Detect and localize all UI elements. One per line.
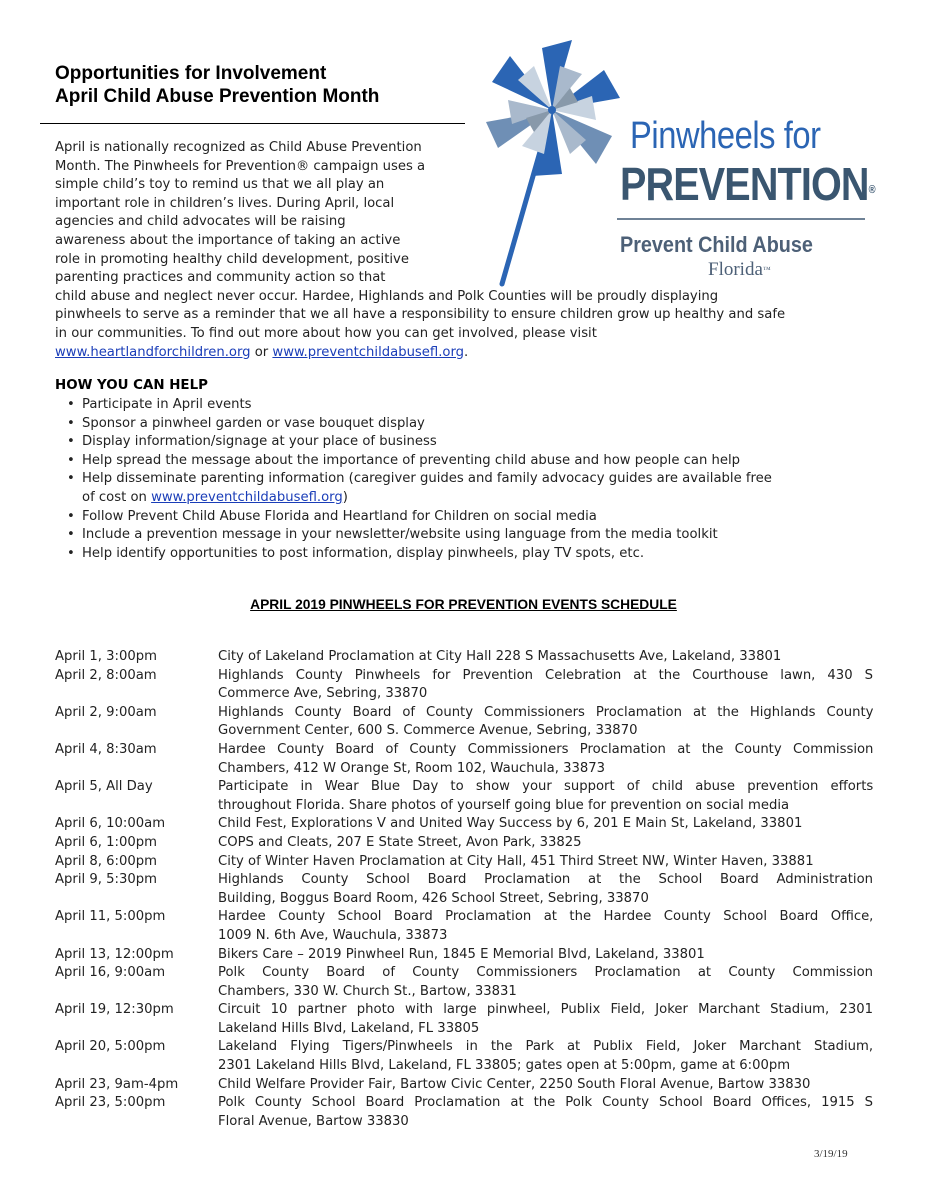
bullet: •	[67, 397, 75, 412]
footer-date: 3/19/19	[814, 1148, 848, 1160]
heartland-link[interactable]: www.heartlandforchildren.org	[55, 344, 251, 360]
list-item	[65, 526, 875, 545]
table-row	[55, 908, 873, 945]
bullet: •	[67, 545, 75, 561]
bullet: •	[67, 434, 75, 450]
preventchildabuse-link[interactable]: www.preventchildabusefl.org	[272, 344, 465, 360]
help-item-prefix: of cost on	[82, 489, 152, 505]
intro-links-line	[55, 344, 867, 363]
event-description	[218, 834, 873, 853]
preventchildabuse-link[interactable]: www.preventchildabusefl.org	[151, 489, 343, 505]
event-description-line: Child Welfare Provider Fair, Bartow Civic Center, 2250 South Floral Avenue, Bartow 33830	[218, 1076, 811, 1092]
event-description-line: Commerce Ave, Sebring, 33870	[218, 686, 428, 702]
bullet: •	[67, 471, 75, 487]
help-item-text: Display information/signage at your place of business	[82, 434, 437, 450]
intro-line: simple child’s toy to remind us that we all play an	[55, 177, 385, 193]
intro-line: pinwheels to serve as a reminder that we all have a responsibility to ensure children grow up healthy and safe	[55, 307, 786, 323]
logo-text-prevent-child-abuse: Prevent Child Abuse	[620, 232, 813, 257]
page-title	[55, 62, 475, 108]
event-description-line: Circuit 10 partner photo with large pinwheel, Publix Field, Joker Marchant Stadium, 2301	[218, 1002, 873, 1018]
table-row	[55, 778, 873, 815]
event-description-line: City of Winter Haven Proclamation at City Hall, 451 Third Street NW, Winter Haven, 33881	[218, 853, 814, 869]
event-description	[218, 1001, 873, 1038]
link-joiner: or	[250, 344, 273, 360]
event-description	[218, 667, 873, 704]
help-item-text: Participate in April events	[82, 397, 252, 412]
event-description-line: 2301 Lakeland Hills Blvd, Lakeland, FL 33805; gates open at 5:00pm, game at 6:00pm	[218, 1058, 791, 1074]
event-date: April 6, 10:00am	[55, 816, 166, 832]
list-item	[65, 433, 875, 452]
table-row	[55, 946, 873, 965]
event-description-line: Child Fest, Explorations V and United Way Success by 6, 201 E Main St, Lakeland, 33801	[218, 816, 803, 832]
help-heading: HOW YOU CAN HELP	[55, 378, 208, 393]
help-item-text: Help identify opportunities to post information, display pinwheels, play TV spots, etc.	[82, 545, 645, 561]
logo-text-pinwheels: Pinwheels for	[630, 115, 821, 157]
help-item-text: Follow Prevent Child Abuse Florida and Heartland for Children on social media	[82, 508, 597, 524]
event-description	[218, 946, 873, 965]
registered-mark: ®	[868, 184, 875, 196]
event-description-line: Hardee County Board of County Commissioners Proclamation at the County Commission	[218, 741, 874, 757]
event-description-line: Hardee County School Board Proclamation at the Hardee County School Board Office,	[218, 909, 874, 925]
help-item-text-cont	[82, 489, 875, 508]
help-item-text: Sponsor a pinwheel garden or vase bouquet display	[82, 415, 425, 431]
intro-line: agencies and child advocates will be raising	[55, 214, 346, 230]
event-date: April 8, 6:00pm	[55, 853, 157, 869]
event-date: April 6, 1:00pm	[55, 834, 157, 850]
event-description	[218, 815, 873, 834]
event-description-line: Chambers, 412 W Orange St, Room 102, Wauchula, 33873	[218, 760, 606, 776]
event-date: April 16, 9:00am	[55, 965, 166, 981]
table-row	[55, 871, 873, 908]
list-item	[65, 508, 875, 527]
table-row	[55, 853, 873, 872]
event-description	[218, 778, 873, 815]
table-row	[55, 667, 873, 704]
help-item-text: Help disseminate parenting information (caregiver guides and family advocacy guides are available free	[82, 471, 772, 487]
list-item	[65, 452, 875, 471]
table-row	[55, 1076, 873, 1095]
intro-line: in our communities. To find out more about how you can get involved, please visit	[55, 325, 597, 341]
trademark-mark: ™	[762, 265, 771, 274]
event-description-line: Lakeland Hills Blvd, Lakeland, FL 33805	[218, 1020, 480, 1036]
help-item-suffix: )	[342, 489, 348, 505]
event-date: April 2, 8:00am	[55, 667, 157, 683]
event-description-line: Participate in Wear Blue Day to show your support of child abuse prevention efforts	[218, 779, 874, 795]
table-row	[55, 815, 873, 834]
event-description-line: Building, Boggus Board Room, 426 School Street, Sebring, 33870	[218, 890, 649, 906]
event-date: April 9, 5:30pm	[55, 872, 157, 888]
event-description-line: Highlands County School Board Proclamation at the School Board Administration	[218, 872, 873, 888]
event-description	[218, 964, 873, 1001]
table-row	[55, 1094, 873, 1131]
event-description-line: Lakeland Flying Tigers/Pinwheels in the Park at Publix Field, Joker Marchant Stadium,	[218, 1039, 874, 1055]
event-description-line: Highlands County Board of County Commissioners Proclamation at the Highlands County	[218, 704, 874, 720]
intro-line: parenting practices and community action so that	[55, 270, 386, 286]
intro-line: role in promoting healthy child development, positive	[55, 251, 409, 267]
event-description	[218, 1076, 873, 1095]
event-description	[218, 871, 873, 908]
table-row	[55, 1001, 873, 1038]
title-divider	[40, 123, 465, 124]
event-date: April 11, 5:00pm	[55, 909, 166, 925]
list-item	[65, 415, 875, 434]
list-item	[65, 470, 875, 507]
link-end: .	[464, 344, 469, 360]
event-description	[218, 908, 873, 945]
table-row	[55, 1038, 873, 1075]
bullet: •	[67, 527, 75, 543]
event-description	[218, 704, 873, 741]
event-date: April 23, 5:00pm	[55, 1095, 166, 1111]
event-date: April 13, 12:00pm	[55, 946, 174, 962]
title-line-1: Opportunities for Involvement	[55, 63, 327, 84]
table-row	[55, 648, 873, 667]
event-date: April 23, 9am-4pm	[55, 1076, 179, 1092]
bullet: •	[67, 452, 75, 468]
schedule-heading	[0, 596, 927, 614]
intro-line: April is nationally recognized as Child Abuse Prevention	[55, 140, 422, 155]
event-description	[218, 741, 873, 778]
event-description-line: Polk County Board of County Commissioners Proclamation at County Commission	[218, 965, 873, 981]
event-date: April 1, 3:00pm	[55, 649, 157, 664]
event-description-line: 1009 N. 6th Ave, Wauchula, 33873	[218, 927, 448, 943]
event-description-line: Polk County School Board Proclamation at the Polk County School Board Offices, 1915 S	[218, 1095, 873, 1111]
intro-line: awareness about the importance of taking an active	[55, 232, 401, 248]
event-description-line: Bikers Care – 2019 Pinwheel Run, 1845 E Memorial Blvd, Lakeland, 33801	[218, 946, 705, 962]
event-description	[218, 1038, 873, 1075]
intro-line: child abuse and neglect never occur. Hardee, Highlands and Polk Counties will be proudly displaying	[55, 288, 719, 304]
intro-line: Month. The Pinwheels for Prevention® campaign uses a	[55, 158, 426, 174]
event-description	[218, 1094, 873, 1131]
event-date: April 4, 8:30am	[55, 741, 157, 757]
event-description	[218, 853, 873, 872]
table-row	[55, 834, 873, 853]
event-date: April 19, 12:30pm	[55, 1002, 174, 1018]
help-list	[65, 396, 875, 563]
event-description-line: Government Center, 600 S. Commerce Avenue, Sebring, 33870	[218, 723, 638, 739]
help-item-text: Help spread the message about the importance of preventing child abuse and how people can help	[82, 452, 741, 468]
events-table	[55, 648, 873, 1131]
intro-line: important role in children’s lives. During April, local	[55, 195, 395, 211]
table-row	[55, 741, 873, 778]
event-description-line: City of Lakeland Proclamation at City Hall 228 S Massachusetts Ave, Lakeland, 33801	[218, 649, 782, 664]
table-row	[55, 964, 873, 1001]
event-description-line: Chambers, 330 W. Church St., Bartow, 33831	[218, 983, 517, 999]
event-description	[218, 648, 873, 667]
bullet: •	[67, 415, 75, 431]
event-description-line: Highlands County Pinwheels for Prevention Celebration at the Courthouse lawn, 430 S	[218, 667, 873, 683]
event-description-line: throughout Florida. Share photos of yourself going blue for prevention on social media	[218, 797, 790, 813]
logo-prevention-word: PREVENTION	[620, 158, 869, 210]
event-date: April 5, All Day	[55, 779, 153, 795]
logo-florida-word: Florida	[708, 259, 763, 280]
bullet: •	[67, 508, 75, 524]
event-description-line: Floral Avenue, Bartow 33830	[218, 1113, 409, 1129]
list-item	[65, 545, 875, 564]
schedule-heading-text: APRIL 2019 PINWHEELS FOR PREVENTION EVENTS SCHEDULE	[250, 597, 677, 612]
event-date: April 20, 5:00pm	[55, 1039, 166, 1055]
table-row	[55, 704, 873, 741]
help-item-text: Include a prevention message in your newsletter/website using language from the media toolkit	[82, 527, 718, 543]
list-item	[65, 396, 875, 415]
event-date: April 2, 9:00am	[55, 704, 157, 720]
intro-paragraph	[55, 139, 867, 362]
event-description-line: COPS and Cleats, 207 E State Street, Avon Park, 33825	[218, 834, 582, 850]
title-line-2: April Child Abuse Prevention Month	[55, 86, 380, 107]
